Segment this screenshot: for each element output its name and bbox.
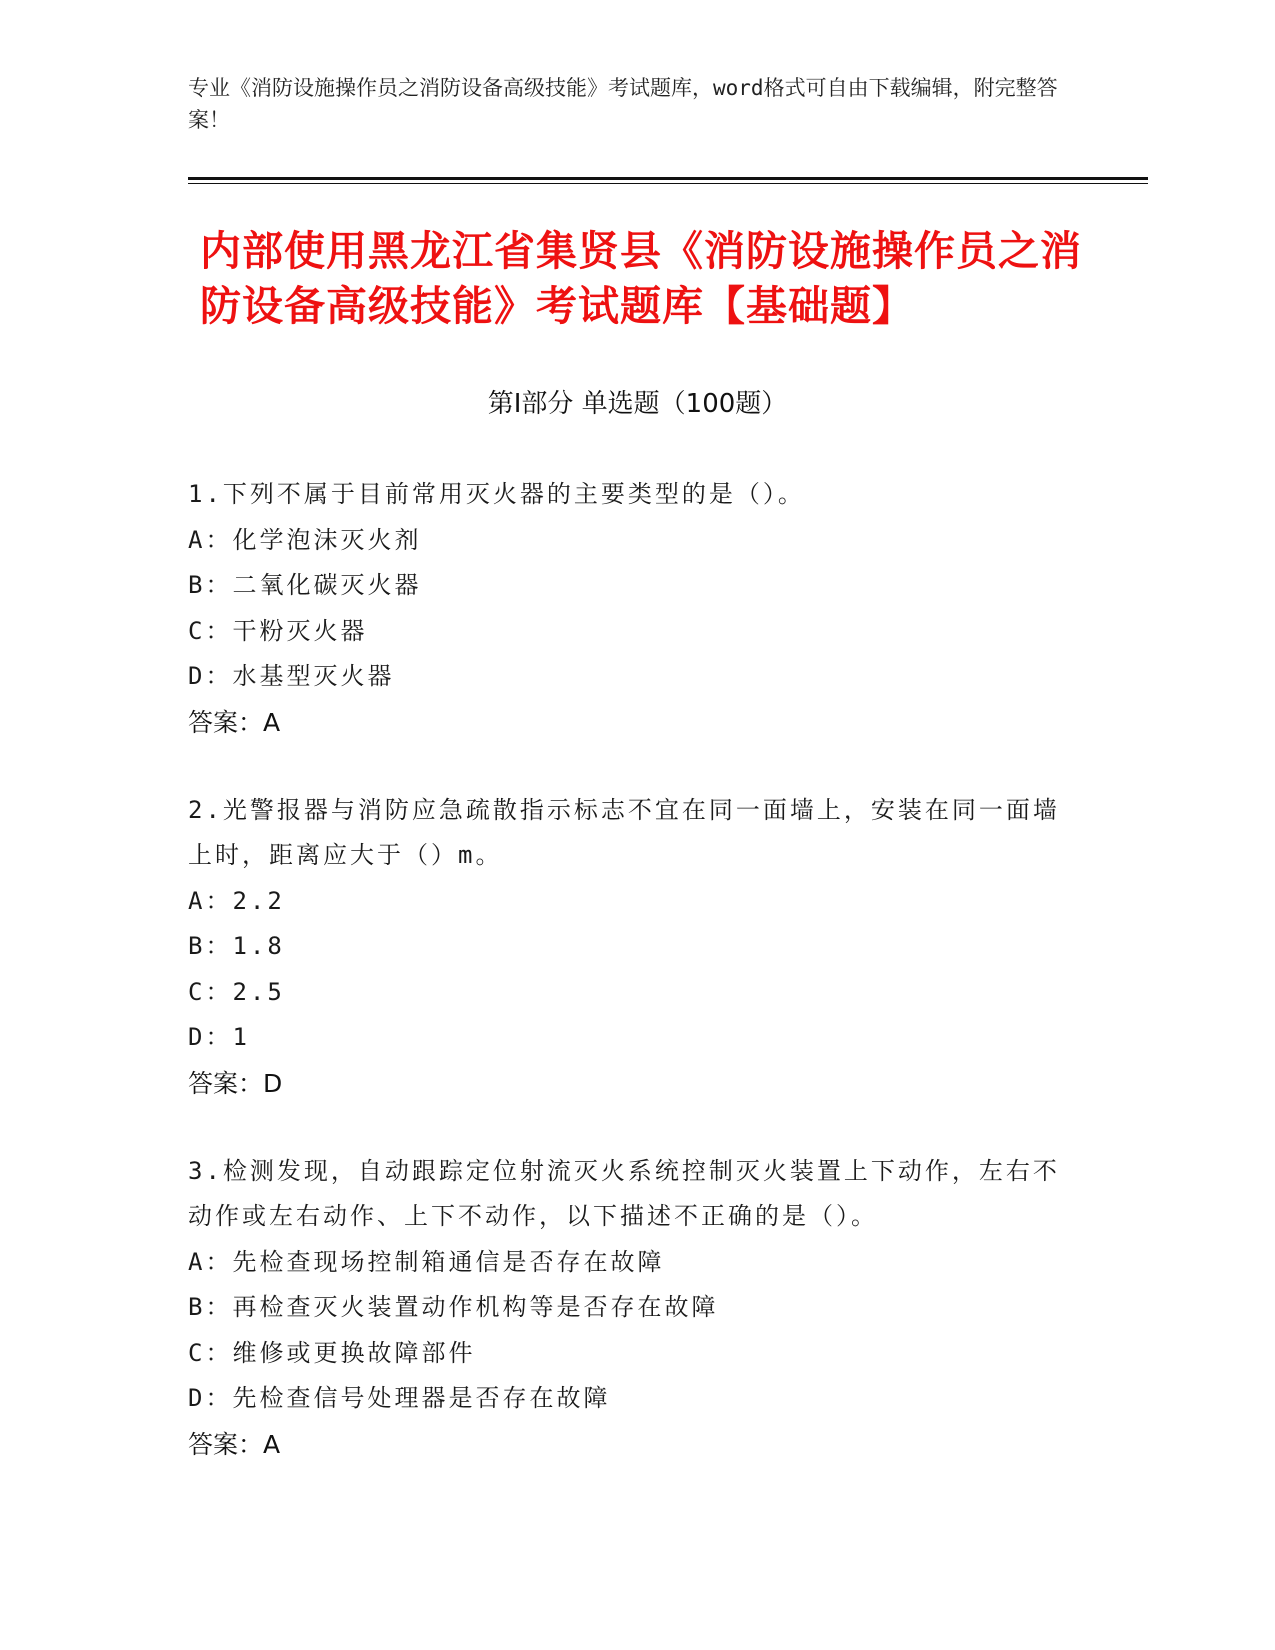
header-note: 专业《消防设施操作员之消防设备高级技能》考试题库，word格式可自由下载编辑，附完整答案！: [188, 76, 1058, 132]
option-c: C：2.5: [188, 977, 285, 1006]
question-1: [188, 472, 1068, 745]
option-d: D：先检查信号处理器是否存在故障: [188, 1384, 611, 1412]
header-divider-thick: [188, 177, 1148, 180]
option-d: D：1: [188, 1023, 250, 1051]
question-3: [188, 1149, 1068, 1467]
option-c: C：维修或更换故障部件: [188, 1338, 476, 1367]
option-d: D：水基型灭火器: [188, 662, 395, 690]
answer: 答案：D: [188, 1068, 283, 1098]
answer: 答案：A: [188, 1429, 281, 1459]
option-b: B：1.8: [188, 932, 285, 960]
option-c: C：干粉灭火器: [188, 616, 368, 645]
question-text: 1.下列不属于目前常用灭火器的主要类型的是（）。: [188, 480, 805, 508]
header-divider-thin: [188, 183, 1148, 184]
question-2: [188, 788, 1068, 1106]
answer: 答案：A: [188, 707, 281, 737]
question-text: 3.检测发现，自动跟踪定位射流灭火系统控制灭火装置上下动作，左右不动作或左右动作、上下不动作，以下描述不正确的是（）。: [188, 1156, 1060, 1230]
option-a: A：化学泡沫灭火剂: [188, 525, 422, 554]
option-b: B：再检查灭火装置动作机构等是否存在故障: [188, 1293, 719, 1321]
question-list: [188, 472, 1068, 1510]
option-a: A：2.2: [188, 886, 285, 915]
option-b: B：二氧化碳灭火器: [188, 571, 422, 599]
question-text: 2.光警报器与消防应急疏散指示标志不宜在同一面墙上，安装在同一面墙上时，距离应大于（）m。: [188, 795, 1060, 869]
section-title: 第Ⅰ部分 单选题（100题）: [487, 389, 788, 419]
option-a: A：先检查现场控制箱通信是否存在故障: [188, 1247, 665, 1276]
document-title: 内部使用黑龙江省集贤县《消防设施操作员之消防设备高级技能》考试题库【基础题】: [200, 227, 1082, 330]
